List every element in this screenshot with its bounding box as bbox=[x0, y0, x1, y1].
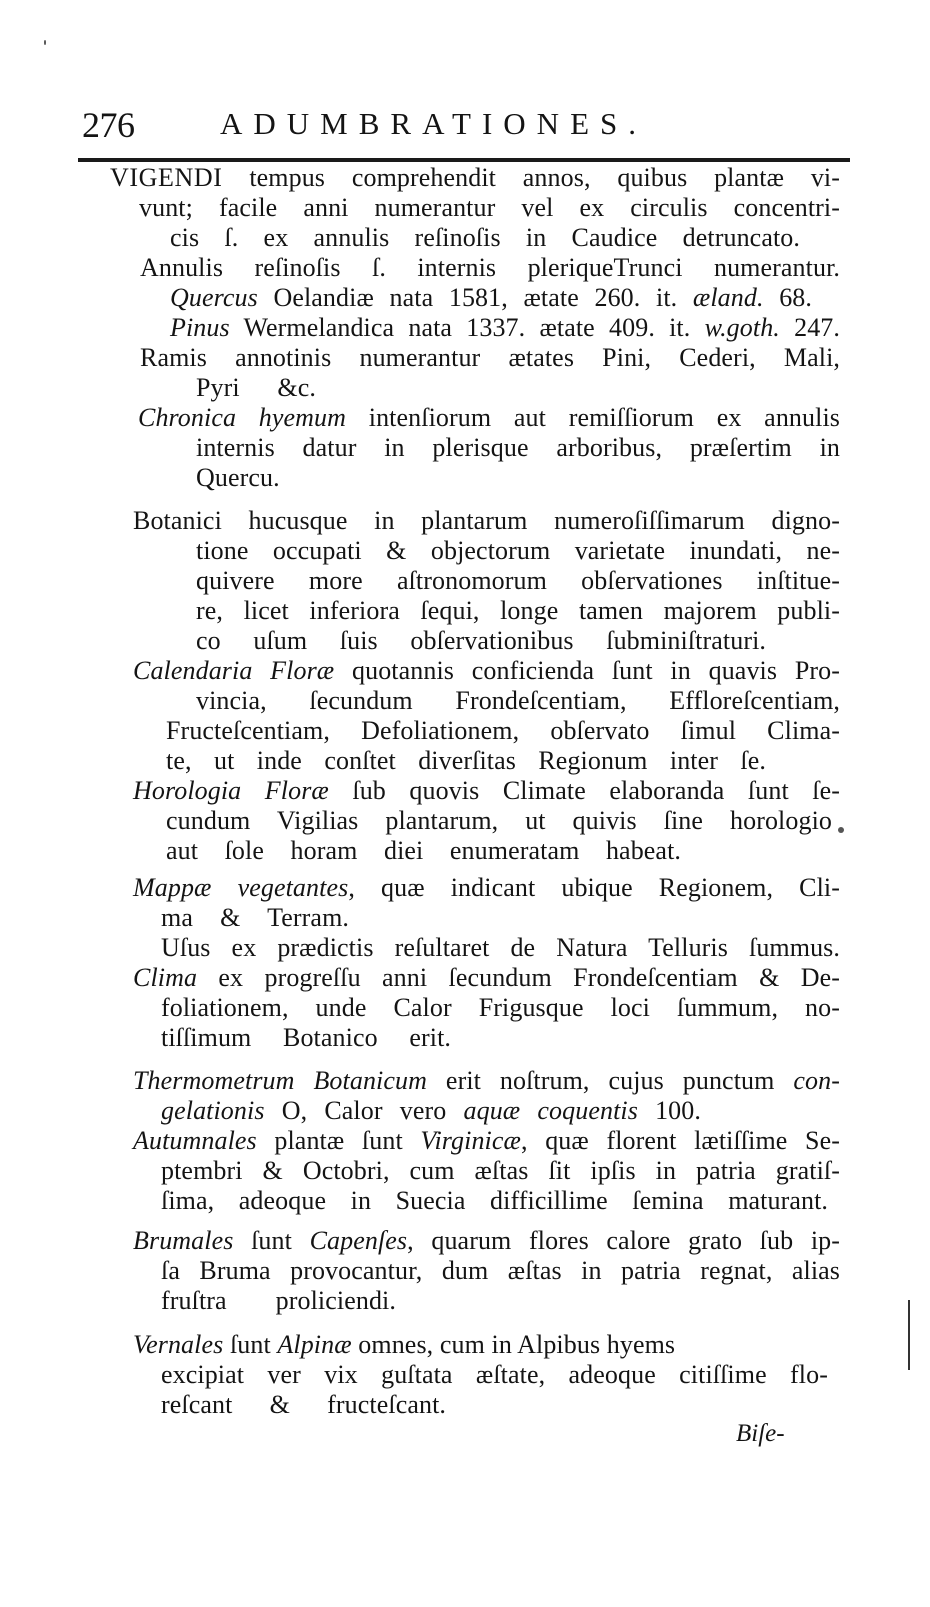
text-line bbox=[196, 596, 840, 626]
text-run: plantæ ſunt bbox=[256, 1126, 421, 1155]
text-line bbox=[161, 1023, 451, 1053]
text-run: Quercu. bbox=[196, 463, 280, 492]
italic-term: Quercus bbox=[170, 283, 258, 312]
text-line bbox=[170, 223, 800, 253]
ink-speck bbox=[908, 1300, 910, 1370]
text-run: Uſus ex prædictis reſultaret de Natura Telluris ſummus. bbox=[161, 933, 840, 962]
text-line bbox=[161, 1286, 396, 1316]
italic-term: Virginicæ bbox=[420, 1126, 521, 1155]
text-line bbox=[133, 506, 840, 536]
text-run: reſcant & fructeſcant. bbox=[161, 1390, 446, 1419]
text-run: , quarum flores calore grato ſub ip- bbox=[407, 1226, 840, 1255]
text-run: vincia, ſecundum Frondeſcentiam, Effloreſcentiam, bbox=[196, 686, 840, 715]
text-run: 247. bbox=[779, 313, 841, 342]
text-run: 100. bbox=[637, 1096, 701, 1125]
text-line bbox=[161, 1096, 701, 1126]
text-run: fruſtra proliciendi. bbox=[161, 1286, 396, 1315]
italic-term: Horologia Floræ bbox=[133, 776, 329, 805]
italic-term: Mappæ vegetantes bbox=[133, 873, 349, 902]
text-run: quotannis conficienda ſunt in quavis Pro- bbox=[334, 656, 840, 685]
text-run: tempus comprehendit annos, quibus plantæ vi- bbox=[222, 163, 840, 192]
text-line bbox=[133, 1330, 675, 1360]
text-line bbox=[133, 1226, 840, 1256]
text-run: , quæ indicant ubique Regionem, Cli- bbox=[348, 873, 840, 902]
text-line bbox=[133, 873, 840, 903]
text-run: tiſſimum Botanico erit. bbox=[161, 1023, 451, 1052]
page-number: 276 bbox=[82, 105, 135, 145]
text-line bbox=[110, 163, 840, 193]
italic-term: æland. bbox=[692, 283, 764, 312]
italic-term: Clima bbox=[133, 963, 198, 992]
italic-term: Calendaria Floræ bbox=[133, 656, 335, 685]
text-run: Pyri &c. bbox=[196, 373, 316, 402]
text-run: ſima, adeoque in Suecia difficillime ſemina maturant. bbox=[161, 1186, 828, 1215]
text-run: Oelandiæ nata 1581, ætate 260. it. bbox=[257, 283, 693, 312]
text-run: 68. bbox=[763, 283, 812, 312]
text-run: ma & Terram. bbox=[161, 903, 349, 932]
text-run: internis datur in plerisque arboribus, præſertim in bbox=[196, 433, 840, 462]
text-line bbox=[196, 433, 840, 463]
text-line bbox=[133, 1066, 840, 1096]
text-run: Annulis reſinoſis ſ. internis pleriqueTrunci numerantur. bbox=[140, 253, 840, 282]
text-line bbox=[161, 1156, 840, 1186]
lead-word: VIGENDI bbox=[110, 163, 223, 192]
ink-speck bbox=[44, 40, 46, 45]
text-run: cis ſ. ex annulis reſinoſis in Caudice detruncato. bbox=[170, 223, 800, 252]
text-line bbox=[161, 993, 840, 1023]
catchword: Biſe- bbox=[736, 1420, 785, 1447]
text-line bbox=[196, 536, 840, 566]
text-line bbox=[166, 716, 840, 746]
text-line bbox=[196, 373, 316, 403]
text-line bbox=[196, 626, 766, 656]
text-line bbox=[133, 1126, 840, 1156]
italic-term: Chronica hyemum bbox=[138, 403, 347, 432]
text-line bbox=[196, 686, 840, 716]
running-head: ADUMBRATIONES. bbox=[220, 106, 647, 141]
italic-term: Autumnales bbox=[133, 1126, 257, 1155]
text-run: cundum Vigilias plantarum, ut quivis ſine horologio bbox=[166, 806, 832, 835]
text-line bbox=[196, 566, 840, 596]
text-line bbox=[140, 253, 840, 283]
text-run: aut ſole horam diei enumeratam habeat. bbox=[166, 836, 681, 865]
text-run: Fructeſcentiam, Defoliationem, obſervato ſimul Clima- bbox=[166, 716, 840, 745]
text-run: tione occupati & objectorum varietate inundati, ne- bbox=[196, 536, 840, 565]
italic-term: con- bbox=[793, 1066, 840, 1095]
text-run: ſunt bbox=[233, 1226, 310, 1255]
text-run: co uſum ſuis obſervationibus ſubminiſtraturi. bbox=[196, 626, 766, 655]
italic-term: Brumales bbox=[133, 1226, 234, 1255]
text-run: Wermelandica nata 1337. ætate 409. it. bbox=[229, 313, 705, 342]
text-run: te, ut inde conſtet diverſitas Regionum inter ſe. bbox=[166, 746, 766, 775]
text-line bbox=[161, 1186, 828, 1216]
text-line bbox=[170, 283, 812, 313]
text-line bbox=[133, 776, 840, 806]
text-line bbox=[166, 806, 832, 836]
text-run: ſunt bbox=[223, 1330, 278, 1359]
italic-term: Pinus bbox=[170, 313, 230, 342]
italic-term: aquæ coquentis bbox=[463, 1096, 638, 1125]
italic-term: Alpinæ bbox=[277, 1330, 352, 1359]
text-line bbox=[166, 836, 681, 866]
text-run: erit noſtrum, cujus punctum bbox=[427, 1066, 794, 1095]
text-line bbox=[161, 1390, 446, 1420]
text-run: quivere more aſtronomorum obſervationes inſtitue- bbox=[196, 566, 840, 595]
text-run: intenſiorum aut remiſſiorum ex annulis bbox=[346, 403, 840, 432]
text-run: , quæ florent lætiſſime Se- bbox=[520, 1126, 840, 1155]
text-run: ſub quovis Climate elaboranda ſunt ſe- bbox=[328, 776, 840, 805]
text-line bbox=[161, 1360, 828, 1390]
text-line bbox=[196, 463, 280, 493]
italic-term: gelationis bbox=[161, 1096, 265, 1125]
text-line bbox=[170, 313, 840, 343]
text-line bbox=[133, 656, 840, 686]
text-run: ptembri & Octobri, cum æſtas ſit ipſis in patria gratiſ- bbox=[161, 1156, 840, 1185]
italic-term: w.goth. bbox=[704, 313, 780, 342]
italic-term: Capenſes bbox=[309, 1226, 408, 1255]
text-line bbox=[161, 903, 349, 933]
text-line bbox=[161, 933, 840, 963]
text-run: Ramis annotinis numerantur ætates Pini, Cederi, Mali, bbox=[140, 343, 840, 372]
text-run: vunt; facile anni numerantur vel ex circulis concentri- bbox=[139, 193, 840, 222]
text-line bbox=[138, 403, 840, 433]
text-line bbox=[133, 963, 840, 993]
text-run: O, Calor vero bbox=[264, 1096, 464, 1125]
ink-speck bbox=[838, 827, 844, 833]
italic-term: Vernales bbox=[133, 1330, 224, 1359]
text-line bbox=[166, 746, 766, 776]
text-run: re, licet inferiora ſequi, longe tamen majorem publi- bbox=[196, 596, 840, 625]
text-run: omnes, cum in Alpibus hyems bbox=[351, 1330, 676, 1359]
text-run: excipiat ver vix guſtata æſtate, adeoque citiſſime flo- bbox=[161, 1360, 828, 1389]
text-line bbox=[139, 193, 840, 223]
text-run: foliationem, unde Calor Frigusque loci ſummum, no- bbox=[161, 993, 840, 1022]
text-run: Botanici hucusque in plantarum numeroſiſſimarum digno- bbox=[133, 506, 840, 535]
text-line bbox=[161, 1256, 840, 1286]
text-line bbox=[140, 343, 840, 373]
text-run: ſa Bruma provocantur, dum æſtas in patria regnat, alias bbox=[161, 1256, 840, 1285]
italic-term: Thermometrum Botanicum bbox=[133, 1066, 427, 1095]
text-run: ex progreſſu anni ſecundum Frondeſcentiam & De- bbox=[197, 963, 840, 992]
